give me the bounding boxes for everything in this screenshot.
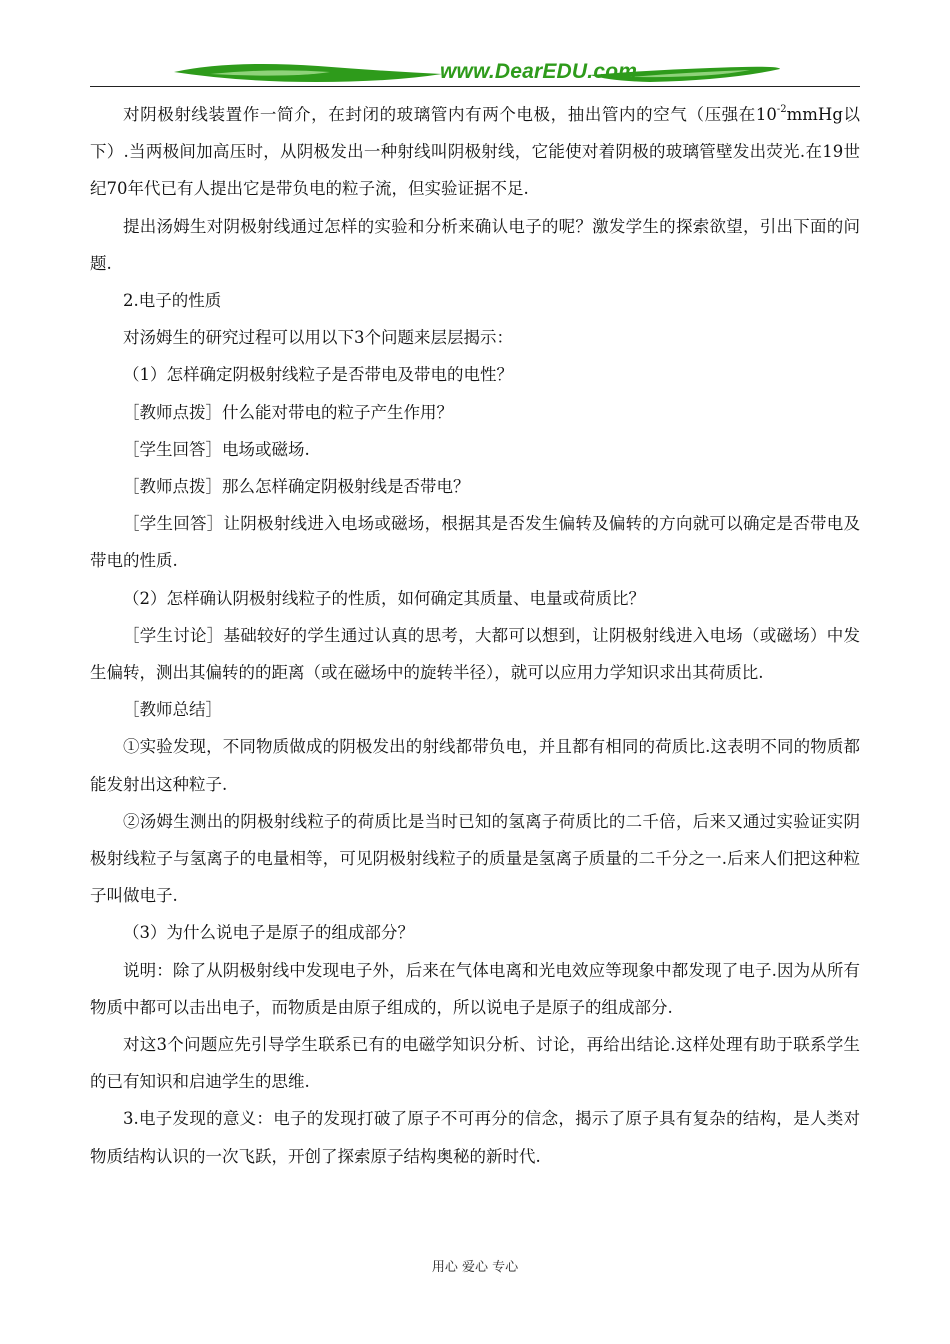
dialogue-line: ［教师总结］	[123, 700, 222, 720]
dialogue-line: ［学生讨论］基础较好的学生通过认真的思考，大都可以想到，让阴极射线进入电场（或磁场）中发生偏转，测出其偏转的的距离（或在磁场中的旋转半径），就可以应用力学知识求出其荷质比.	[90, 625, 860, 683]
paragraph-cathode-ray-intro: 对阴极射线装置作一简介，在封闭的玻璃管内有两个电极，抽出管内的空气（压强在$10^{-2}mmHg$以下）.当两极间加高压时，从阴极发出一种射线叫阴极射线，它能使对着阴极的玻璃管壁发出荧光.在19世纪70年代已有人提出它是带负电的粒子流，但实验证据不足.	[90, 104, 860, 199]
summary-point: ②汤姆生测出的阴极射线粒子的荷质比是当时已知的氢离子荷质比的二千倍，后来又通过实验证实阴极射线粒子与氢离子的电量相等，可见阴极射线粒子的质量是氢离子质量的二千分之一.后来人们把这种粒子叫做电子.	[90, 811, 860, 906]
paragraph: 提出汤姆生对阴极射线通过怎样的实验和分析来确认电子的呢？激发学生的探索欲望，引出下面的问题.	[90, 216, 860, 273]
exponent: -2	[776, 104, 787, 115]
site-logo-text: www.DearEDU.com	[440, 60, 638, 83]
dialogue-line: ［教师点拨］什么能对带电的粒子产生作用？	[123, 402, 453, 422]
paragraph: 3.电子发现的意义：电子的发现打破了原子不可再分的信念，揭示了原子具有复杂的结构，是人类对物质结构认识的一次飞跃，开创了探索原子结构奥秘的新时代.	[90, 1109, 860, 1166]
paragraph: 对这3个问题应先引导学生联系已有的电磁学知识分析、讨论，再给出结论.这样处理有助于联系学生的已有知识和启迪学生的思维.	[90, 1035, 860, 1092]
paragraph: 说明：除了从阴极射线中发现电子外，后来在气体电离和光电效应等现象中都发现了电子.因为从所有物质中都可以击出电子，而物质是由原子组成的，所以说电子是原子的组成部分.	[90, 960, 860, 1017]
summary-point: ①实验发现，不同物质做成的阴极发出的射线都带负电，并且都有相同的荷质比.这表明不同的物质都能发射出这种粒子.	[90, 737, 860, 794]
dialogue-line: ［学生回答］让阴极射线进入电场或磁场，根据其是否发生偏转及偏转的方向就可以确定是否带电及带电的性质.	[90, 514, 860, 571]
document-body	[90, 96, 860, 1175]
header-rule	[90, 86, 860, 87]
dialogue-line: ［学生回答］电场或磁场.	[123, 439, 310, 459]
question: （3）为什么说电子是原子的组成部分？	[123, 923, 414, 943]
page-footer: 用心 爱心 专心	[431, 1260, 519, 1275]
question: （1）怎样确定阴极射线粒子是否带电及带电的电性？	[123, 365, 513, 385]
paragraph: 对汤姆生的研究过程可以用以下3个问题来层层揭示：	[123, 328, 513, 348]
question: （2）怎样确认阴极射线粒子的性质，如何确定其质量、电量或荷质比？	[123, 588, 645, 608]
section-heading: 2.电子的性质	[123, 291, 222, 311]
dialogue-line: ［教师点拨］那么怎样确定阴极射线是否带电？	[123, 477, 470, 497]
